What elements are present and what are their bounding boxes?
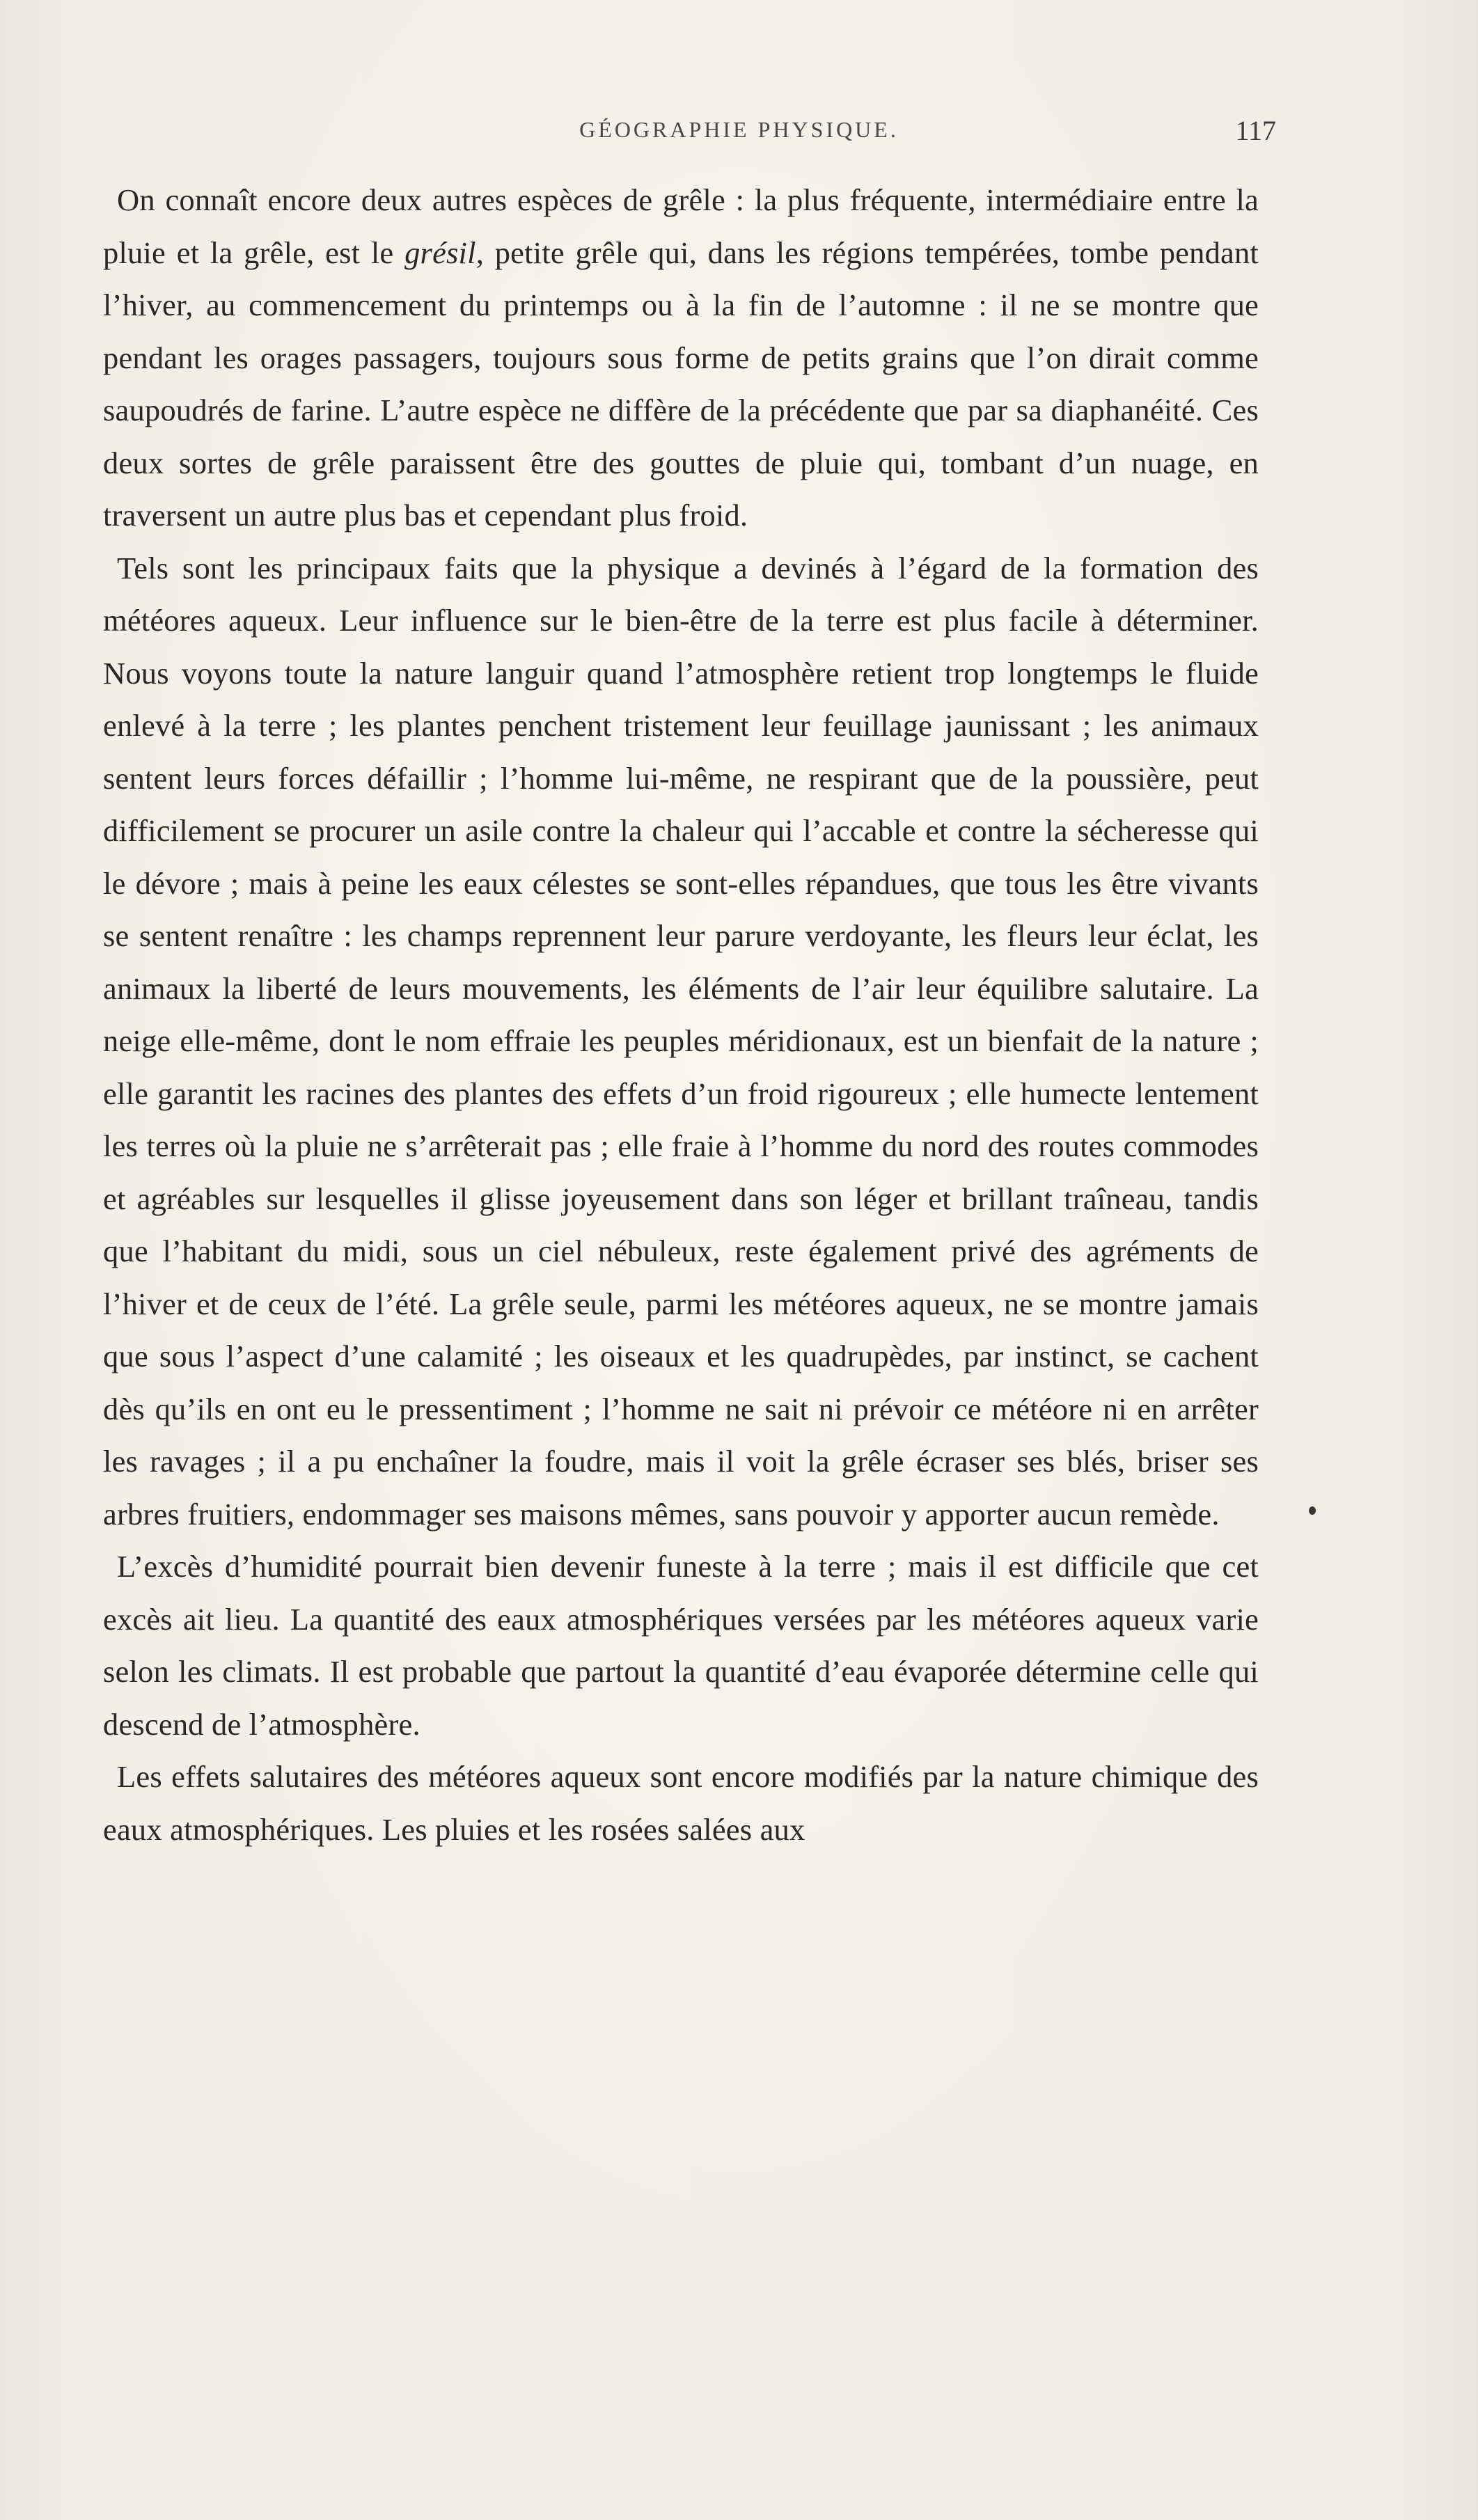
ink-speck: [1309, 1506, 1316, 1515]
paragraph-3: L’excès d’humidité pourrait bien devenir funeste à la terre ; mais il est difficile que cet excès ait lieu. La quantité des eaux atmosphériques versées par les météores aqueux varie selon les climats. Il est probable que partout la quantité d’eau évaporée détermine celle qui descend de l’atmosphère.: [103, 1549, 1259, 1742]
running-title: GÉOGRAPHIE PHYSIQUE.: [579, 117, 899, 142]
paragraph-2: Tels sont les principaux faits que la physique a devinés à l’égard de la formation des météores aqueux. Leur influence sur le bien-être de la terre est plus facile à déterminer. Nous voyons toute la nature languir quand l’atmosphère retient trop longtemps le fluide enlevé à la terre ; les plantes penchent tristement leur feuillage jaunissant ; les animaux sentent leurs forces défaillir ; l’homme lui-même, ne respirant que de la poussière, peut difficilement se procurer un asile contre la chaleur qui l’accable et contre la sécheresse qui le dévore ; mais à peine les eaux célestes se sont-elles répandues, que tous les être vivants se sentent renaître : les champs reprennent leur parure verdoyante, les fleurs leur éclat, les animaux la liberté de leurs mouvements, les éléments de l’air leur équilibre salutaire. La neige elle-même, dont le nom effraie les peuples méridionaux, est un bienfait de la nature ; elle garantit les racines des plantes des effets d’un froid rigoureux ; elle humecte lentement les terres où la pluie ne s’arrêterait pas ; elle fraie à l’homme du nord des routes commodes et agréables sur lesquelles il glisse joyeusement dans son léger et brillant traîneau, tandis que l’habitant du midi, sous un ciel nébuleux, reste également privé des agréments de l’hiver et de ceux de l’été. La grêle seule, parmi les météores aqueux, ne se montre jamais que sous l’aspect d’une calamité ; les oiseaux et les quadrupèdes, par instinct, se cachent dès qu’ils en ont eu le pressentiment ; l’homme ne sait ni prévoir ce météore ni en arrêter les ravages ; il a pu enchaîner la foudre, mais il voit la grêle écraser ses blés, briser ses arbres fruitiers, endommager ses maisons mêmes, sans pouvoir y apporter aucun remède.: [103, 550, 1259, 1531]
paragraph-1-italic-term: grésil: [404, 235, 476, 270]
body-text: [103, 174, 1259, 1856]
paragraph-1-text-b: , petite grêle qui, dans les régions tempérées, tombe pendant l’hiver, au commencement du printemps ou à la fin de l’automne : il ne se montre que pendant les orages passagers, toujours sous forme de petits grains que l’on dirait comme saupoudrés de farine. L’autre espèce ne diffère de la précédente que par sa diaphanéité. Ces deux sortes de grêle paraissent être des gouttes de pluie qui, tombant d’un nuage, en traversent un autre plus bas et cependant plus froid.: [103, 235, 1259, 533]
running-head: [0, 117, 1478, 159]
page-number: 117: [1235, 115, 1276, 146]
paragraph-4: Les effets salutaires des météores aqueux sont encore modifiés par la nature chimique des eaux atmosphériques. Les pluies et les rosées salées aux: [103, 1759, 1259, 1847]
paragraph-1: [103, 174, 1259, 542]
paragraph-1-text-a: On connaît encore deux autres espèces de grêle : la plus fréquente, intermédiaire entre la pluie et la grêle, est le: [103, 182, 1259, 270]
